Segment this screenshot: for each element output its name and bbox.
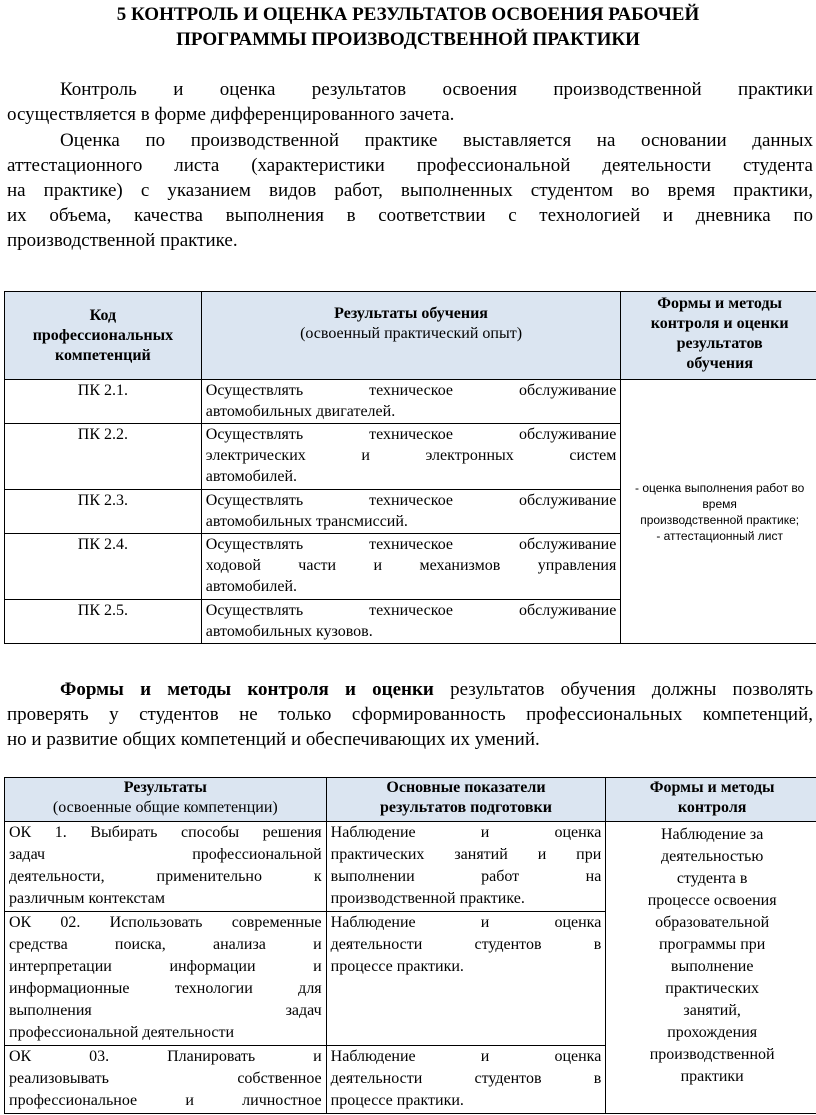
paragraph-line: Оценка по производственной практике выставляется на основании данных (60, 130, 813, 151)
competency-code: ПК 2.4. (5, 534, 202, 600)
general-competency: ОК 03. Планировать и реализовывать собственное профессиональное и личностное (5, 1046, 327, 1114)
paragraph-line: Контроль и оценка результатов освоения производственной практики (60, 79, 813, 100)
table-header-row (5, 778, 816, 822)
competency-result: Осуществлять техническое обслуживание автомобильных кузовов. (201, 600, 621, 644)
section-heading (0, 2, 816, 52)
general-competencies-table (4, 777, 816, 1114)
competency-result: Осуществлять техническое обслуживание автомобильных трансмиссий. (201, 490, 621, 534)
table-header-row (5, 292, 816, 380)
paragraph-line: но и развитие общих компетенций и обеспечивающих их умений. (7, 729, 540, 750)
assessment-methods: - оценка выполнения работ во время производственной практике; - аттестационный лист (621, 380, 816, 644)
table-row (5, 822, 816, 912)
header-results: Результаты (освоенные общие компетенции) (5, 778, 327, 822)
competency-result: Осуществлять техническое обслуживание ходовой части и механизмов управления автомобилей. (201, 534, 621, 600)
competency-code: ПК 2.1. (5, 380, 202, 424)
paragraph-bold-lead: Формы и методы контроля и оценки (60, 679, 434, 700)
paragraph-line: их объема, качества выполнения в соответствии с технологией и дневника по (7, 205, 813, 226)
result-indicator: Наблюдение и оценка деятельности студентов в процессе практики. (326, 912, 606, 1046)
header-code: Код профессиональных компетенций (5, 292, 202, 380)
general-competency: ОК 1. Выбирать способы решения задач профессиональной деятельности, применительно к различным контекстам (5, 822, 327, 912)
competency-result: Осуществлять техническое обслуживание электрических и электронных систем автомобилей. (201, 424, 621, 490)
result-indicator: Наблюдение и оценка деятельности студентов в процессе практики. (326, 1046, 606, 1114)
paragraph-line: аттестационного листа (характеристики профессиональной деятельности студента (7, 155, 813, 176)
header-indicators: Основные показатели результатов подготовки (326, 778, 606, 822)
professional-competencies-table (4, 291, 816, 644)
result-indicator: Наблюдение и оценка практических занятий и при выполнении работ на производственной практике. (326, 822, 606, 912)
table-row (5, 380, 816, 424)
header-forms: Формы и методы контроля (606, 778, 816, 822)
competency-code: ПК 2.3. (5, 490, 202, 534)
competency-result: Осуществлять техническое обслуживание автомобильных двигателей. (201, 380, 621, 424)
paragraph-rest: результатов обучения должны позволять (433, 679, 814, 700)
paragraph-line: проверять у студентов не только сформированность профессиональных компетенций, (7, 704, 813, 725)
competency-code: ПК 2.2. (5, 424, 202, 490)
header-methods: Формы и методы контроля и оценки результатов обучения (621, 292, 816, 380)
control-forms: Наблюдение за деятельностью студента в процессе освоения образовательной программы при выполнение практических занятий, прохождения производственной практики (606, 822, 816, 1114)
paragraph-line: осуществляется в форме дифференцированного зачета. (7, 104, 455, 125)
paragraph-control-form (7, 77, 813, 127)
paragraph-line: производственной практике. (7, 230, 238, 251)
heading-line-2: ПРОГРАММЫ ПРОИЗВОДСТВЕННОЙ ПРАКТИКИ (176, 29, 640, 50)
paragraph-forms-methods (7, 677, 813, 752)
paragraph-line: на практике) с указанием видов работ, выполненных студентом во время практики, (7, 180, 813, 201)
heading-line-1: 5 КОНТРОЛЬ И ОЦЕНКА РЕЗУЛЬТАТОВ ОСВОЕНИЯ РАБОЧЕЙ (116, 4, 700, 25)
header-results: Результаты обучения (освоенный практический опыт) (201, 292, 621, 380)
competency-code: ПК 2.5. (5, 600, 202, 644)
general-competency: ОК 02. Использовать современные средства поиска, анализа и интерпретации информации и информационные технологии для выполнения задач профессиональной деятельности (5, 912, 327, 1046)
paragraph-line (7, 677, 813, 702)
paragraph-assessment-basis (7, 128, 813, 253)
